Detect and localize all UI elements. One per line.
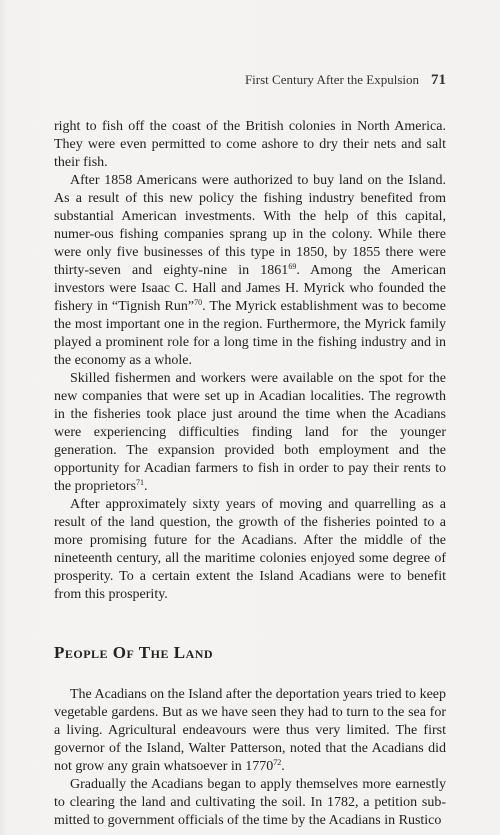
paragraphs-top: [54, 118, 446, 604]
body-text: [54, 118, 446, 830]
text-run: . The Myrick establishment was to become the most important one in the region. Furthermore, the Myrick family played a prominent role for a long time in the fishing industry and in the economy as a whole.: [54, 299, 446, 368]
paragraph: [54, 686, 446, 776]
text-run: After 1858 Americans were authorized to buy land on the Island. As a result of this new policy the fishing industry benefited from substantial American investments. With the help of this capital, numer-ous fishing companies sprang up in the colony. While there were only five businesses of this type in 1850, by 1855 there were thirty-seven and eighty-nine in 1861: [54, 173, 446, 278]
paragraph: [54, 370, 446, 496]
page-number: 71: [431, 72, 446, 88]
text-run: . Among the American investors were Isaac C. Hall and James H. Myrick who founded the fishery in “Tignish Run”: [54, 263, 446, 314]
text-run: Skilled fishermen and workers were available on the spot for the new companies that were set up in Acadian localities. The regrowth in the fisheries took place just around the time when the Acadians were experiencing difficulties finding land for the younger generation. The expansion provided both employment and the opportunity for Acadian farmers to fish in order to pay their rents to the proprietors: [54, 371, 446, 494]
footnote-ref: 72: [273, 758, 282, 767]
section-heading: [54, 644, 446, 662]
paragraphs-bottom: [54, 686, 446, 830]
footnote-ref: 71: [136, 478, 145, 487]
paragraph: [54, 118, 446, 172]
paragraph: [54, 172, 446, 370]
text-run: .: [144, 479, 148, 494]
footnote-ref: 70: [194, 298, 203, 307]
running-header: [245, 72, 446, 89]
section-heading-text: People Of The Land: [54, 643, 214, 662]
text-run: Gradually the Acadians began to apply themselves more earnestly to clearing the land and cultivating the soil. In 1782, a petition sub-mitted to government officials of the time by the Acadians in Rustico: [54, 777, 446, 828]
text-run: right to fish off the coast of the British colonies in North America. They were even permitted to come ashore to dry their nets and salt their fish.: [54, 119, 446, 170]
text-run: .: [281, 759, 285, 774]
running-title: First Century After the Expulsion: [244, 72, 419, 87]
footnote-ref: 69: [288, 262, 297, 271]
text-run: The Acadians on the Island after the deportation years tried to keep vegetable gardens. But as we have seen they had to turn to the sea for a living. Agricultural endeavours were thus very limited. The first governor of the Island, Walter Patterson, noted that the Acadians did not grow any grain whatsoever in 1770: [54, 687, 446, 774]
paragraph: [54, 496, 446, 604]
text-run: After approximately sixty years of moving and quarrelling as a result of the land question, the growth of the fisheries pointed to a more promising future for the Acadians. After the middle of the nineteenth century, all the maritime colonies enjoyed some degree of prosperity. To a certain extent the Island Acadians were to benefit from this prosperity.: [54, 497, 446, 602]
paragraph: [54, 776, 446, 830]
